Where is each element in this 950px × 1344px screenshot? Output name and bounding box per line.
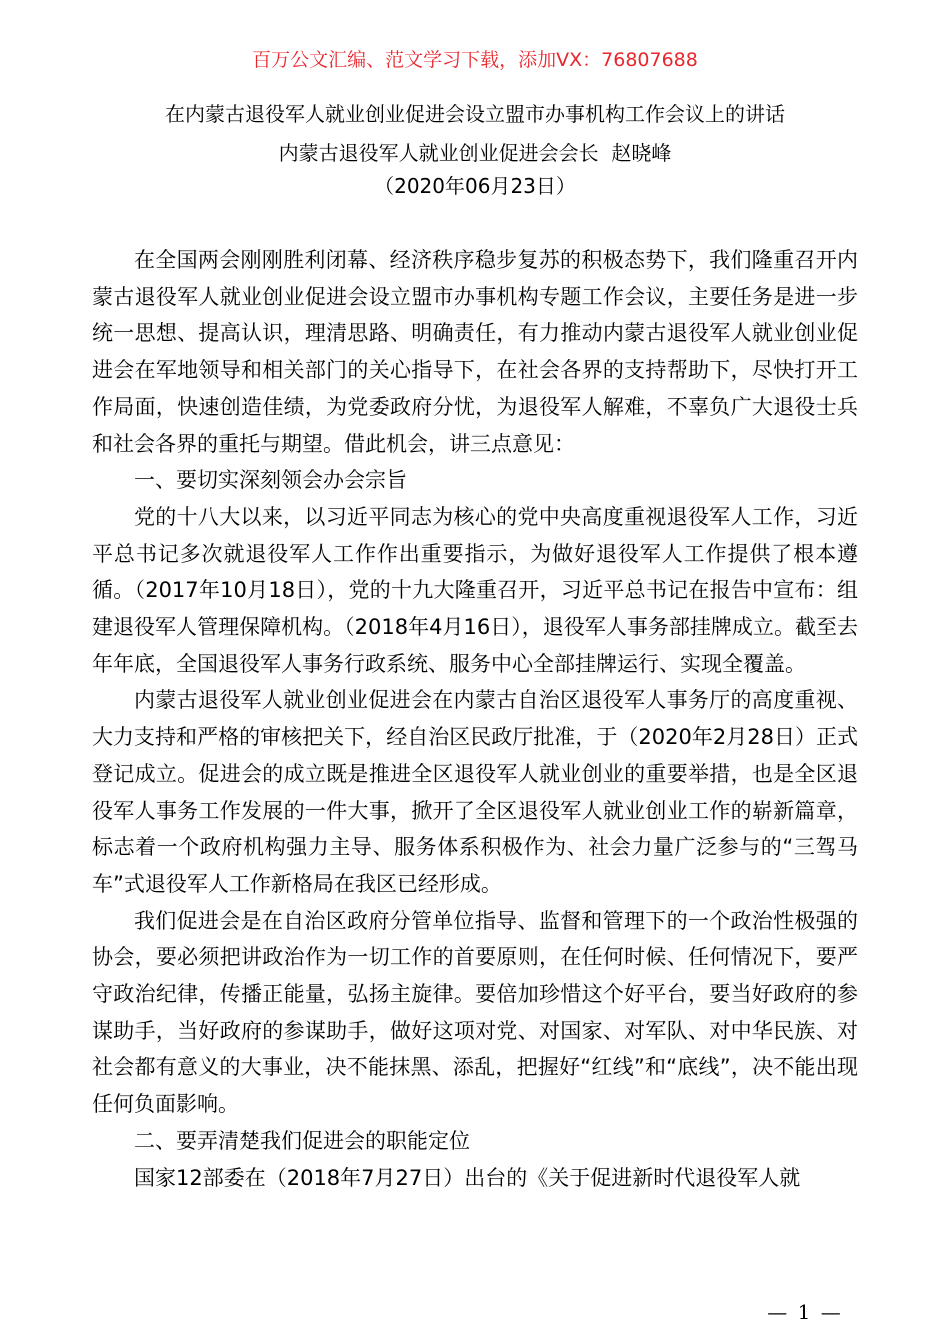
- page-number: — 1 —: [767, 1300, 843, 1324]
- paragraph: 党的十八大以来，以习近平同志为核心的党中央高度重视退役军人工作，习近平总书记多次就退役军人工作作出重要指示，为做好退役军人工作提供了根本遵循。（2017年10月18日），党的十九大隆重召开，习近平总书记在报告中宣布：组建退役军人管理保障机构。（2018年4月16日），退役军人事务部挂牌成立。截至去年年底，全国退役军人事务行政系统、服务中心全部挂牌运行、实现全覆盖。: [92, 504, 858, 676]
- speech-title: 在内蒙古退役军人就业创业促进会设立盟市办事机构工作会议上的讲话: [165, 102, 785, 126]
- paragraph: 内蒙古退役军人就业创业促进会在内蒙古自治区退役军人事务厅的高度重视、大力支持和严格的审核把关下，经自治区民政厅批准，于（2020年2月28日）正式登记成立。促进会的成立既是推进全区退役军人就业创业的重要举措，也是全区退役军人事务工作发展的一件大事，掀开了全区退役军人就业创业工作的崭新篇章，标志着一个政府机构强力主导、服务体系积极作为、社会力量广泛参与的“三驾马车”式退役军人工作新格局在我区已经形成。: [92, 688, 858, 896]
- section-heading-1: 一、要切实深刻领会办会宗旨: [134, 468, 407, 493]
- section-heading-2: 二、要弄清楚我们促进会的职能定位: [134, 1128, 470, 1153]
- paragraph-intro: 在全国两会刚刚胜利闭幕、经济秩序稳步复苏的积极态势下，我们隆重召开内蒙古退役军人就业创业促进会设立盟市办事机构专题工作会议，主要任务是进一步统一思想、提高认识，理清思路、明确责任，有力推动内蒙古退役军人就业创业促进会在军地领导和相关部门的关心指导下，在社会各界的支持帮助下，尽快打开工作局面，快速创造佳绩，为党委政府分忧，为退役军人解难，不辜负广大退役士兵和社会各界的重托与期望。借此机会，讲三点意见：: [92, 248, 858, 456]
- speech-date: （2020年06月23日）: [374, 174, 576, 198]
- paragraph: 我们促进会是在自治区政府分管单位指导、监督和管理下的一个政治性极强的协会，要必须把讲政治作为一切工作的首要原则，在任何时候、任何情况下，要严守政治纪律，传播正能量，弘扬主旋律。要倍加珍惜这个好平台，要当好政府的参谋助手，当好政府的参谋助手，做好这项对党、对国家、对军队、对中华民族、对社会都有意义的大事业，决不能抹黑、添乱，把握好“红线”和“底线”，决不能出现任何负面影响。: [92, 908, 858, 1117]
- paragraph: 国家12部委在（2018年7月27日）出台的《关于促进新时代退役军人就: [134, 1165, 801, 1190]
- download-banner: 百万公文汇编、范文学习下载，添加VX：76807688: [252, 49, 698, 71]
- speaker-line: 内蒙古退役军人就业创业促进会会长 赵晓峰: [278, 141, 672, 165]
- speech-body: [92, 242, 858, 1196]
